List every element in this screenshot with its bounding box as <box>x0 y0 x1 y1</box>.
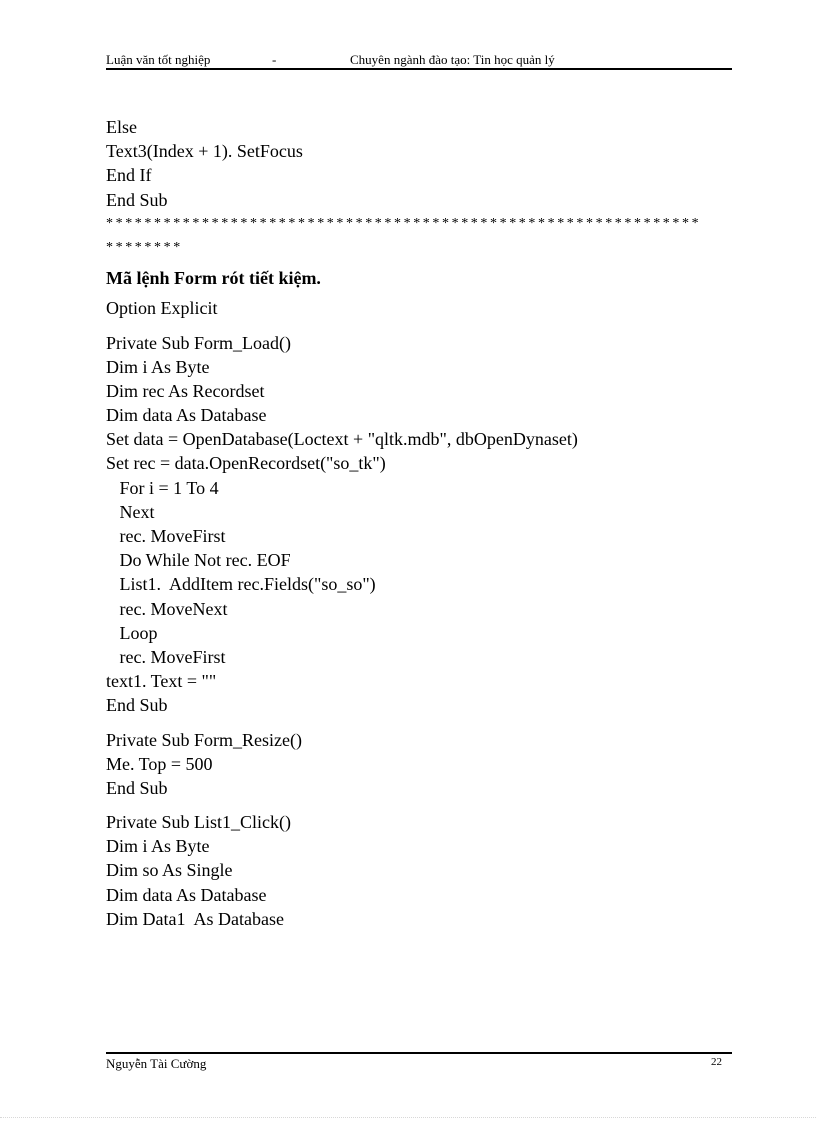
code-line: Private Sub List1_Click() <box>106 812 291 833</box>
document-body <box>106 115 732 931</box>
code-line: End Sub <box>106 695 168 716</box>
code-line: Next <box>106 501 155 522</box>
code-line: Text3(Index + 1). SetFocus <box>106 141 303 162</box>
footer-rule <box>106 1052 732 1054</box>
code-line: End If <box>106 165 152 186</box>
code-line: For i = 1 To 4 <box>106 477 219 498</box>
code-line: Set data = OpenDatabase(Loctext + "qltk.mdb", dbOpenDynaset) <box>106 429 578 450</box>
code-line: Private Sub Form_Load() <box>106 332 291 353</box>
code-line: Dim rec As Recordset <box>106 380 265 401</box>
page-bottom-edge <box>0 1117 816 1118</box>
code-line: Option Explicit <box>106 298 218 319</box>
header-separator: - <box>272 52 277 67</box>
code-line: rec. MoveFirst <box>106 646 226 667</box>
footer-author: Nguyễn Tài Cường <box>106 1056 207 1071</box>
code-line: Dim i As Byte <box>106 836 210 857</box>
code-line: Do While Not rec. EOF <box>106 550 291 571</box>
code-line: rec. MoveNext <box>106 598 228 619</box>
code-line: End Sub <box>106 189 168 210</box>
code-line: List1. AddItem rec.Fields("so_so") <box>106 574 376 595</box>
page-number: 22 <box>711 1056 722 1068</box>
code-line: Dim data As Database <box>106 884 267 905</box>
code-line: Me. Top = 500 <box>106 753 213 774</box>
code-line: Dim i As Byte <box>106 356 210 377</box>
header-major-label: Chuyên ngành đào tạo: Tin học quản lý <box>350 52 555 67</box>
code-line: text1. Text = "" <box>106 671 217 692</box>
header-rule <box>106 68 732 70</box>
code-line: Private Sub Form_Resize() <box>106 729 302 750</box>
header-thesis-label: Luận văn tốt nghiệp <box>106 52 211 67</box>
code-line: Dim Data1 As Database <box>106 908 284 929</box>
separator-stars: ************************************************************** <box>106 215 702 231</box>
code-line: End Sub <box>106 777 168 798</box>
section-heading: Mã lệnh Form rót tiết kiệm. <box>106 268 321 289</box>
page-header <box>106 52 732 69</box>
code-line: rec. MoveFirst <box>106 526 226 546</box>
code-line: Else <box>106 117 137 137</box>
separator-stars-continued: ******** <box>106 239 183 255</box>
code-line: Set rec = data.OpenRecordset("so_tk") <box>106 453 386 474</box>
code-line: Loop <box>106 622 158 643</box>
code-line: Dim so As Single <box>106 860 233 881</box>
code-line: Dim data As Database <box>106 405 267 426</box>
